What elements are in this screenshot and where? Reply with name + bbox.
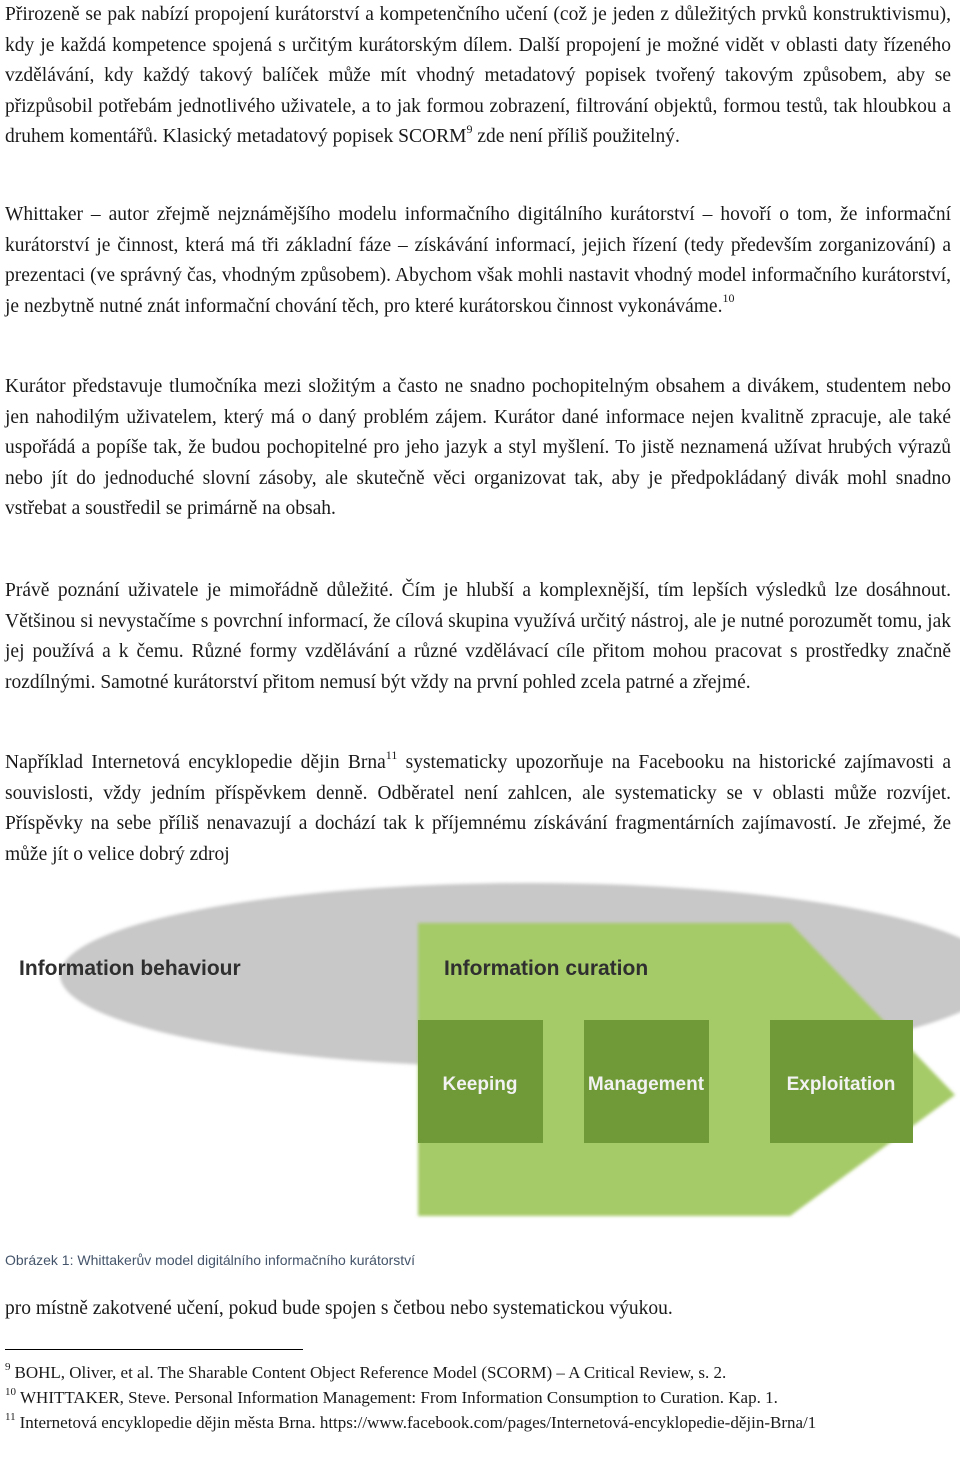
footnotes [5,1360,951,1435]
paragraph-1 [5,0,951,153]
paragraph-3: Kurátor představuje tlumočníka mezi složitým a často ne snadno pochopitelným obsahem a divákem, studentem nebo jen nahodilým uživatelem, který má o daný problém zájem. Kurátor dané informace nejen kvalitně zpracuje, ale také uspořádá a popíše tak, že budou pochopitelné pro jeho jazyk a styl myšlení. To jistě neznamená užívat hrubých výrazů nebo jít do jednoduché slovní zásoby, ale skutečně věci organizovat tak, aby je předpokládaný divák mohl snadno vstřebat a soustředil se primárně na obsah. [5,376,951,519]
footnote-number: 9 [5,1361,11,1374]
footnote-ref-11[interactable]: 11 [385,747,398,762]
footnote-number: 10 [5,1386,16,1399]
footnote-text: WHITTAKER, Steve. Personal Information Management: From Information Consumption to Curation. Kap. 1. [20,1388,778,1407]
model-diagram [0,880,960,1225]
information-curation-label: Information curation [444,957,649,980]
footnote-9 [5,1360,951,1385]
footnote-separator [5,1349,303,1350]
footnote-number: 11 [5,1411,16,1424]
paragraph-2-text: Whittaker – autor zřejmě nejznámějšího modelu informačního digitálního kurátorství – hovoří o tom, že informační kurátorství je činnost, která má tři základní fáze – získávání informací, jejich řízení (tedy především zorganizování) a prezentaci (ve správný čas, vhodným způsobem). Abychom však mohli nastavit vhodný model informačního kurátorství, je nezbytně nutné znát informační chování těch, pro které kurátorskou činnost vykonáváme. [5,204,951,317]
information-behaviour-label: Information behaviour [19,957,241,980]
paragraph-2 [5,200,951,322]
keeping-label: Keeping [442,1074,518,1095]
whittaker-model-figure [0,880,960,1225]
footnote-ref-10[interactable]: 10 [722,291,735,305]
paragraph-5-start: Například Internetová encyklopedie dějin Brna [5,752,386,773]
paragraph-4: Právě poznání uživatele je mimořádně důležité. Čím je hlubší a komplexnější, tím lepších výsledků lze dosáhnout. Většinou si nevystačíme s povrchní informací, že cílová skupina využívá určitý nástroj, ale je nutné porozumět tomu, jak jej používá a k čemu. Různé formy vzdělávání a různé vzdělávací cíle přitom mohou pracovat s prostředky značně rozdílnými. Samotné kurátorství přitom nemusí být vždy na první pohled zcela patrné a zřejmé. [5,580,951,693]
footnote-10 [5,1385,951,1410]
footnote-11 [5,1410,951,1435]
exploitation-label: Exploitation [786,1074,896,1095]
paragraph-6: pro místně zakotvené učení, pokud bude spojen s četbou nebo systematickou výukou. [5,1298,673,1319]
management-label: Management [587,1074,705,1095]
paragraph-1-end: zde není příliš použitelný. [472,126,680,147]
footnote-ref-9[interactable]: 9 [466,121,473,136]
paragraph-1-text: Přirozeně se pak nabízí propojení kurátorství a kompetenčního učení (což je jeden z důležitých prvků konstruktivismu), kdy je každá kompetence spojená s určitým kurátorským dílem. Další propojení je možné vidět v oblasti daty řízeného vzdělávání, kdy každý takový balíček může mít vhodný metadatový popisek tvořený takovým způsobem, aby se přizpůsobil potřebám jednotlivého uživatele, a to jak formou zobrazení, filtrování objektů, formou testů, tak hloubkou a druhem komentářů. Klasický metadatový popisek SCORM [5,4,951,147]
paragraph-5 [5,748,951,870]
footnote-text: BOHL, Oliver, et al. The Sharable Content Object Reference Model (SCORM) – A Critical Review, s. 2. [14,1363,727,1382]
figure-caption: Obrázek 1: Whittakerův model digitálního informačního kurátorství [5,1252,416,1268]
footnote-text[interactable]: Internetová encyklopedie dějin města Brna. https://www.facebook.com/pages/Internetová-encyklopedie-dějin-Brna/1 [19,1413,817,1432]
paragraph-5-end: systematicky upozorňuje na Facebooku na historické zajímavosti a souvislosti, vždy jedním příspěvkem denně. Odběratel není zahlcen, ale systematicky se v oblasti může rozvíjet. Příspěvky na sebe příliš nenavazují a dochází tak k příjemnému získávání fragmentárních zajímavostí. Je zřejmé, že může jít o velice dobrý zdroj [5,752,951,865]
